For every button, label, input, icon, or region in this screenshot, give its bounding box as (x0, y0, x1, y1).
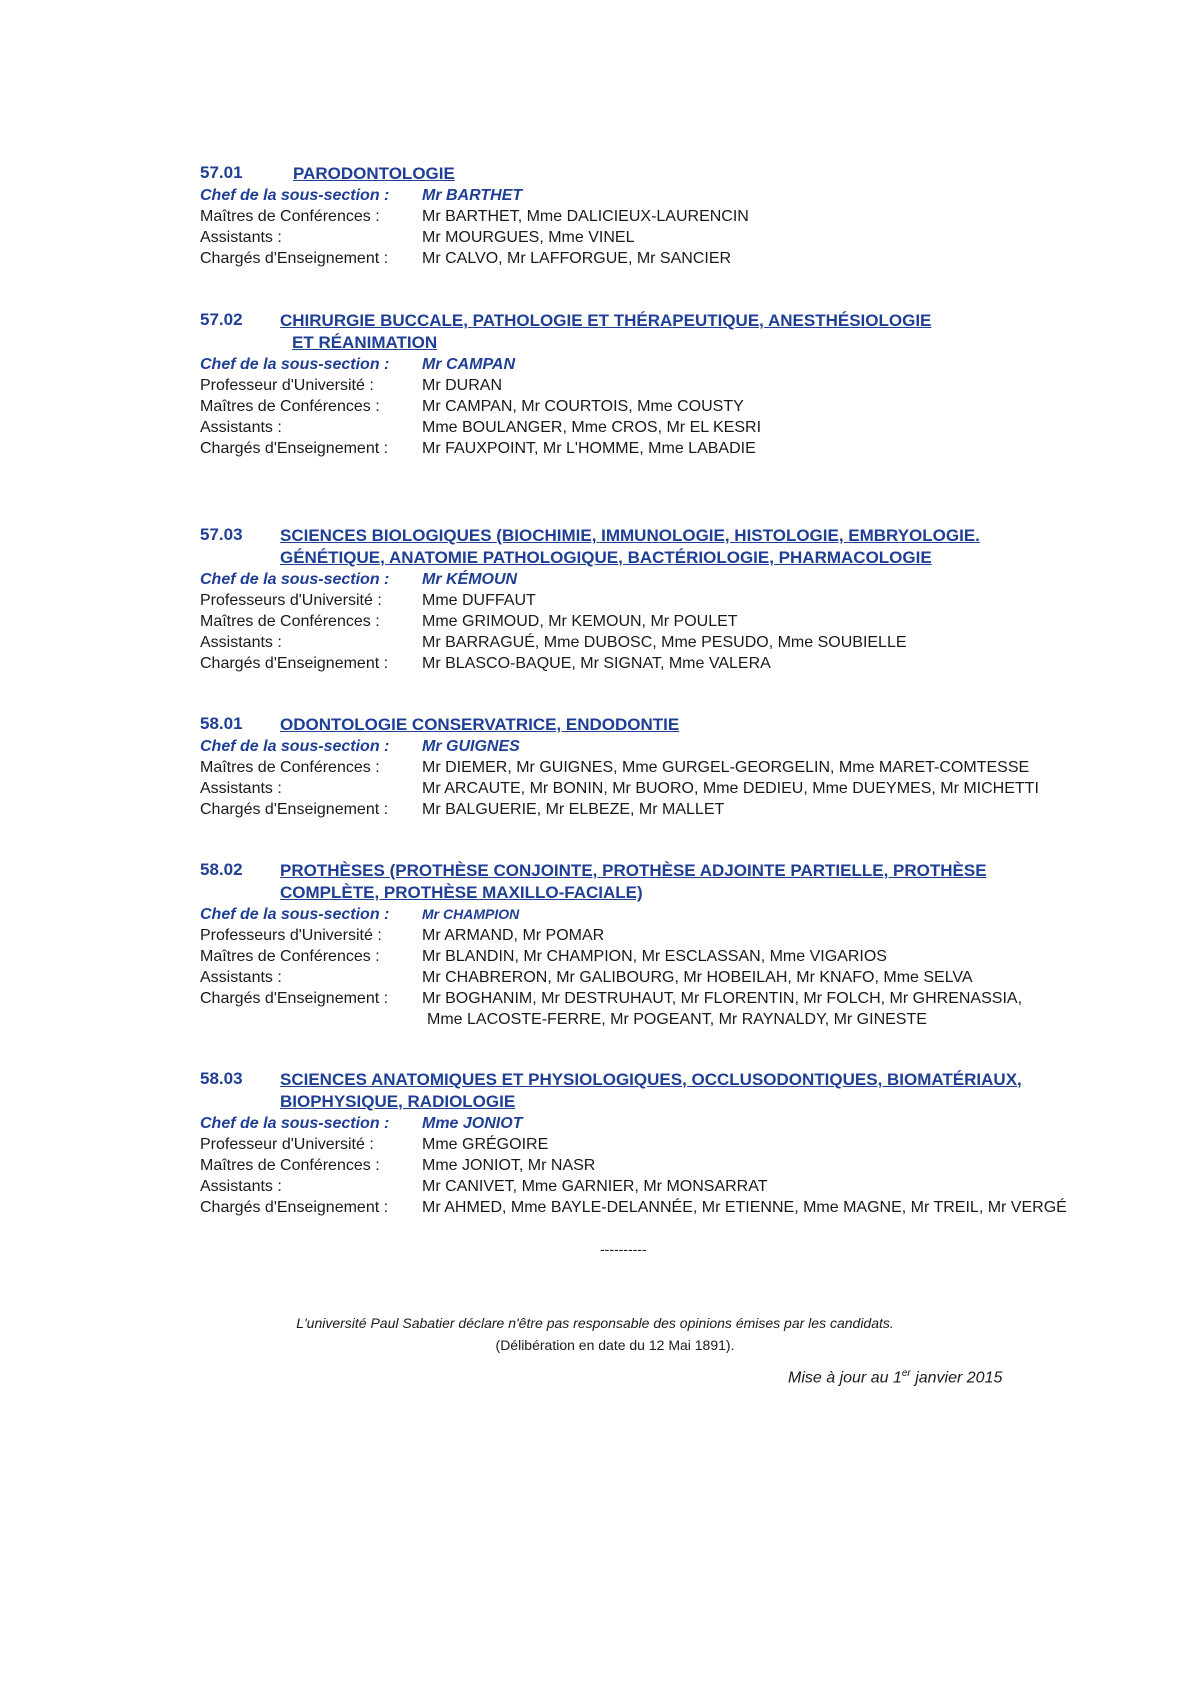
row-label: Chargés d'Enseignement : (200, 801, 389, 818)
section-number: 57.02 (200, 310, 243, 329)
section-title: SCIENCES BIOLOGIQUES (BIOCHIMIE, IMMUNOLOGIE, HISTOLOGIE, EMBRYOLOGIE. (280, 526, 980, 545)
separator: ---------- (600, 1241, 647, 1257)
row-value: Mr BARTHET, Mme DALICIEUX-LAURENCIN (422, 208, 749, 225)
row-label: Maîtres de Conférences : (200, 208, 380, 225)
row-label: Assistants : (200, 634, 282, 651)
row-label: Assistants : (200, 780, 282, 797)
row-label: Professeurs d'Université : (200, 592, 382, 609)
row-value: Mme DUFFAUT (422, 592, 536, 609)
row-label: Chargés d'Enseignement : (200, 655, 389, 672)
chef-row (200, 736, 1080, 757)
row-label: Chef de la sous-section : (200, 356, 390, 373)
row-label: Chargés d'Enseignement : (200, 250, 389, 267)
staff-row (200, 396, 1080, 417)
staff-row (200, 375, 1080, 396)
staff-row (200, 206, 1080, 227)
section-title: SCIENCES ANATOMIQUES ET PHYSIOLOGIQUES, OCCLUSODONTIQUES, BIOMATÉRIAUX, (280, 1070, 1022, 1089)
row-value: Mr CAMPAN (422, 356, 516, 373)
deliberation: (Délibération en date du 12 Mai 1891). (495, 1337, 735, 1353)
update-prefix: Mise à jour au 1 (788, 1369, 902, 1387)
row-label: Maîtres de Conférences : (200, 759, 380, 776)
row-value: Mme JONIOT, Mr NASR (422, 1157, 596, 1174)
row-label: Professeurs d'Université : (200, 927, 382, 944)
section-heading (200, 310, 1080, 354)
row-value: Mme GRÉGOIRE (422, 1136, 549, 1153)
row-value: Mr CAMPAN, Mr COURTOIS, Mme COUSTY (422, 398, 744, 415)
section-title: GÉNÉTIQUE, ANATOMIE PATHOLOGIQUE, BACTÉRIOLOGIE, PHARMACOLOGIE (280, 548, 932, 567)
staff-row (200, 967, 1080, 988)
update-date (788, 1368, 1002, 1387)
staff-row (200, 248, 1080, 269)
section-number: 58.01 (200, 714, 243, 733)
staff-row (200, 757, 1080, 778)
section-title: PROTHÈSES (PROTHÈSE CONJOINTE, PROTHÈSE ADJOINTE PARTIELLE, PROTHÈSE (280, 861, 987, 880)
subsection-block (200, 1069, 1080, 1218)
subsection-block (200, 860, 1080, 1030)
staff-row (200, 1155, 1080, 1176)
row-label: Maîtres de Conférences : (200, 398, 380, 415)
row-value: Mr DURAN (422, 377, 502, 394)
row-value: Mme JONIOT (422, 1115, 523, 1132)
staff-row (200, 590, 1080, 611)
row-value: Mr CHABRERON, Mr GALIBOURG, Mr HOBEILAH, Mr KNAFO, Mme SELVA (422, 969, 973, 986)
chef-row (200, 354, 1080, 375)
staff-row (200, 1197, 1080, 1218)
chef-row (200, 185, 1080, 206)
subsection-block (200, 163, 1080, 269)
row-value: Mr DIEMER, Mr GUIGNES, Mme GURGEL-GEORGELIN, Mme MARET-COMTESSE (422, 759, 1030, 776)
row-value: Mme LACOSTE-FERRE, Mr POGEANT, Mr RAYNALDY, Mr GINESTE (427, 1011, 927, 1028)
section-title: ET RÉANIMATION (292, 333, 438, 352)
row-value: Mr AHMED, Mme BAYLE-DELANNÉE, Mr ETIENNE, Mme MAGNE, Mr TREIL, Mr VERGÉ (422, 1199, 1067, 1216)
section-number: 57.01 (200, 163, 243, 182)
subsection-block (200, 310, 1080, 459)
row-label: Chef de la sous-section : (200, 187, 390, 204)
row-value: Mr BOGHANIM, Mr DESTRUHAUT, Mr FLORENTIN, Mr FOLCH, Mr GHRENASSIA, (422, 990, 1023, 1007)
row-value: Mr CANIVET, Mme GARNIER, Mr MONSARRAT (422, 1178, 768, 1195)
row-label: Chef de la sous-section : (200, 738, 390, 755)
section-heading (200, 163, 1080, 185)
row-label: Assistants : (200, 1178, 282, 1195)
staff-row (200, 611, 1080, 632)
section-title: COMPLÈTE, PROTHÈSE MAXILLO-FACIALE) (280, 883, 643, 902)
update-suffix: janvier 2015 (910, 1369, 1003, 1387)
row-label: Chargés d'Enseignement : (200, 440, 389, 457)
row-label: Professeur d'Université : (200, 377, 374, 394)
staff-row (200, 778, 1080, 799)
row-value: Mr BALGUERIE, Mr ELBEZE, Mr MALLET (422, 801, 725, 818)
row-value: Mr KÉMOUN (422, 571, 518, 588)
row-value: Mr BLASCO-BAQUE, Mr SIGNAT, Mme VALERA (422, 655, 771, 672)
row-label: Maîtres de Conférences : (200, 948, 380, 965)
section-title: CHIRURGIE BUCCALE, PATHOLOGIE ET THÉRAPEUTIQUE, ANESTHÉSIOLOGIE (280, 311, 932, 330)
row-value: Mr BARRAGUÉ, Mme DUBOSC, Mme PESUDO, Mme SOUBIELLE (422, 634, 907, 651)
section-heading (200, 1069, 1080, 1113)
staff-row (200, 227, 1080, 248)
chef-row (200, 1113, 1080, 1134)
section-heading (200, 714, 1080, 736)
section-number: 58.02 (200, 860, 243, 879)
section-title: PARODONTOLOGIE (293, 164, 455, 183)
row-value: Mr BARTHET (422, 187, 523, 204)
row-label: Chef de la sous-section : (200, 1115, 390, 1132)
section-heading (200, 860, 1080, 904)
row-value: Mr ARCAUTE, Mr BONIN, Mr BUORO, Mme DEDIEU, Mme DUEYMES, Mr MICHETTI (422, 780, 1039, 797)
row-label: Chargés d'Enseignement : (200, 1199, 389, 1216)
section-heading (200, 525, 1080, 569)
row-label: Chargés d'Enseignement : (200, 990, 389, 1007)
row-value: Mme GRIMOUD, Mr KEMOUN, Mr POULET (422, 613, 738, 630)
row-label: Maîtres de Conférences : (200, 1157, 380, 1174)
staff-row (200, 1134, 1080, 1155)
row-value: Mr CHAMPION (422, 906, 520, 922)
staff-row (200, 1176, 1080, 1197)
disclaimer: L'université Paul Sabatier déclare n'être pas responsable des opinions émises par les candidats. (296, 1315, 894, 1331)
staff-row (200, 1009, 1080, 1030)
row-value: Mme BOULANGER, Mme CROS, Mr EL KESRI (422, 419, 762, 436)
row-label: Assistants : (200, 229, 282, 246)
staff-row (200, 417, 1080, 438)
row-value: Mr BLANDIN, Mr CHAMPION, Mr ESCLASSAN, Mme VIGARIOS (422, 948, 887, 965)
section-number: 58.03 (200, 1069, 243, 1088)
staff-row (200, 799, 1080, 820)
staff-row (200, 438, 1080, 459)
staff-row (200, 988, 1080, 1009)
staff-row (200, 925, 1080, 946)
row-value: Mr FAUXPOINT, Mr L'HOMME, Mme LABADIE (422, 440, 756, 457)
section-title: ODONTOLOGIE CONSERVATRICE, ENDODONTIE (280, 715, 680, 734)
staff-row (200, 653, 1080, 674)
chef-row (200, 904, 1080, 925)
staff-row (200, 632, 1080, 653)
row-label: Assistants : (200, 969, 282, 986)
row-label: Assistants : (200, 419, 282, 436)
row-value: Mr MOURGUES, Mme VINEL (422, 229, 635, 246)
subsection-block (200, 714, 1080, 820)
row-label: Professeur d'Université : (200, 1136, 374, 1153)
row-value: Mr GUIGNES (422, 738, 520, 755)
subsection-block (200, 525, 1080, 674)
update-sup: er (901, 1368, 911, 1379)
section-title: BIOPHYSIQUE, RADIOLOGIE (280, 1092, 516, 1111)
section-number: 57.03 (200, 525, 243, 544)
row-value: Mr ARMAND, Mr POMAR (422, 927, 605, 944)
row-label: Maîtres de Conférences : (200, 613, 380, 630)
row-label: Chef de la sous-section : (200, 571, 390, 588)
row-label: Chef de la sous-section : (200, 906, 390, 923)
row-value: Mr CALVO, Mr LAFFORGUE, Mr SANCIER (422, 250, 732, 267)
staff-row (200, 946, 1080, 967)
chef-row (200, 569, 1080, 590)
